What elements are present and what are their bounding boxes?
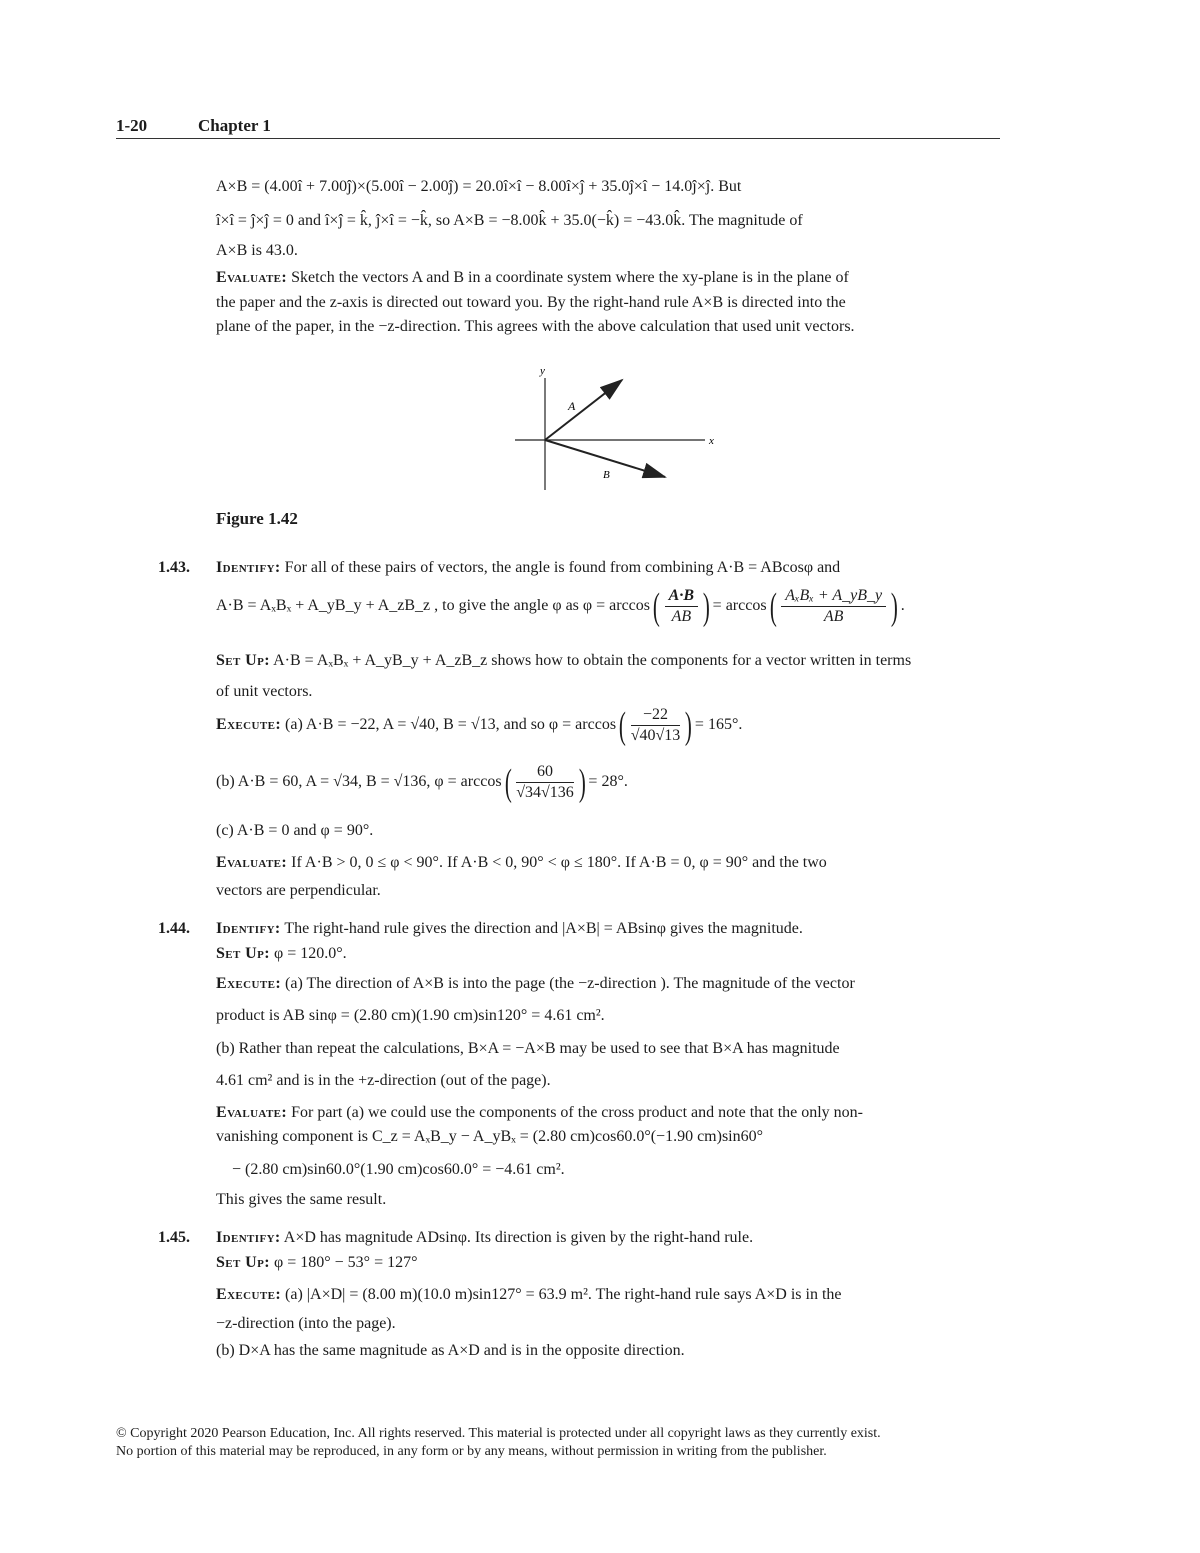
execute-a-text: (a) A·B = −22, A = √40, B = √13, and so φ = arccos (285, 716, 617, 734)
evaluate-144-line-1 (216, 1101, 996, 1124)
identify-143-line-1 (216, 556, 996, 579)
right-paren: ) (685, 704, 693, 747)
setup-text: φ = 180° − 53° = 127° (273, 1254, 418, 1271)
execute-143-a (216, 705, 996, 746)
execute-143-b (216, 762, 996, 803)
evaluate-text: For part (a) we could use the components of the cross product and note that the only non- (291, 1104, 864, 1121)
a-label: A (568, 399, 576, 413)
left-paren: ( (769, 585, 777, 628)
identify-label: Identify: (216, 920, 281, 937)
execute-text: (a) The direction of A×B is into the page (the −z-direction ). The magnitude of the vector (285, 975, 855, 992)
execute-a-result: = 165°. (694, 716, 743, 734)
evaluate-142-line-1 (216, 266, 996, 289)
identify-formula-text-2: = arccos (712, 597, 767, 615)
right-paren: ) (890, 585, 898, 628)
evaluate-144-line-4: This gives the same result. (216, 1191, 387, 1208)
identify-text: The right-hand rule gives the direction and |A×B| = ABsinφ gives the magnitude. (284, 920, 803, 937)
execute-label: Execute: (216, 716, 282, 734)
fraction-denominator: AB (671, 608, 692, 625)
fraction-numerator: AₓBₓ + A_yB_y (781, 586, 886, 607)
fraction-components (781, 586, 886, 627)
copyright-line-2: No portion of this material may be reproduced, in any form or by any means, without permission in writing from the publisher. (116, 1444, 827, 1459)
identify-144-line-1 (216, 917, 996, 940)
identify-label: Identify: (216, 559, 281, 576)
setup-label: Set Up: (216, 1254, 270, 1271)
problem-number-144: 1.44. (158, 920, 190, 937)
execute-text: (a) |A×D| = (8.00 m)(10.0 m)sin127° = 63.9 m². The right-hand rule says A×D is in the (285, 1286, 842, 1303)
problem-number-143: 1.43. (158, 559, 190, 576)
cross-product-line-1: A×B = (4.00î + 7.00ĵ)×(5.00î − 2.00ĵ) = 20.0î×î − 8.00î×ĵ + 35.0ĵ×î − 14.0ĵ×ĵ. But (216, 178, 742, 195)
page-number: 1-20 (116, 116, 148, 135)
setup-143-line-2: of unit vectors. (216, 683, 313, 700)
y-label: y (540, 365, 545, 377)
fraction-numerator: A·B (665, 586, 698, 607)
vector-figure (500, 360, 740, 495)
setup-label: Set Up: (216, 945, 270, 962)
setup-label: Set Up: (216, 652, 270, 669)
evaluate-143-line-2: vectors are perpendicular. (216, 882, 381, 899)
evaluate-text: If A·B > 0, 0 ≤ φ < 90°. If A·B < 0, 90° < φ ≤ 180°. If A·B = 0, φ = 90° and the two (291, 854, 827, 871)
evaluate-144-line-3: − (2.80 cm)sin60.0°(1.90 cm)cos60.0° = −4.61 cm². (232, 1161, 565, 1178)
execute-144-a-line-1 (216, 972, 996, 995)
fraction-b (516, 762, 574, 803)
setup-145-line-1 (216, 1251, 996, 1274)
identify-formula-end: . (900, 597, 905, 615)
identify-143-line-2 (216, 586, 996, 627)
vector-a-arrow (545, 380, 622, 440)
evaluate-143-line-1 (216, 851, 996, 874)
execute-label: Execute: (216, 975, 282, 992)
execute-144-b-line-2: 4.61 cm² and is in the +z-direction (out of the page). (216, 1072, 551, 1089)
execute-144-b-line-1: (b) Rather than repeat the calculations, B×A = −A×B may be used to see that B×A has magnitude (216, 1040, 840, 1057)
fraction-dot-product (665, 586, 698, 627)
b-label: B (603, 469, 610, 481)
fraction-numerator: −22 (631, 705, 681, 726)
identify-text: For all of these pairs of vectors, the angle is found from combining A·B = ABcosφ and (284, 559, 841, 576)
copyright-line-1: © Copyright 2020 Pearson Education, Inc. All rights reserved. This material is protected under all copyright laws as they currently exist. (116, 1426, 881, 1441)
fraction-a (631, 705, 681, 746)
evaluate-142-line-2: the paper and the z-axis is directed out toward you. By the right-hand rule A×B is directed into the (216, 294, 846, 311)
left-paren: ( (618, 704, 626, 747)
execute-b-result: = 28°. (588, 773, 628, 791)
evaluate-144-line-2: vanishing component is C_z = AₓB_y − A_yBₓ = (2.80 cm)cos60.0°(−1.90 cm)sin60° (216, 1128, 764, 1145)
figure-caption: Figure 1.42 (216, 509, 298, 528)
evaluate-142-line-3: plane of the paper, in the −z-direction. This agrees with the above calculation that used unit vectors. (216, 318, 855, 335)
execute-144-a-line-2: product is AB sinφ = (2.80 cm)(1.90 cm)sin120° = 4.61 cm². (216, 1007, 605, 1024)
chapter-title: Chapter 1 (198, 116, 271, 135)
page-header (116, 116, 1000, 139)
execute-b-text: (b) A·B = 60, A = √34, B = √136, φ = arccos (216, 773, 502, 791)
fraction-denominator: √40√13 (630, 727, 681, 744)
evaluate-label: Evaluate: (216, 854, 288, 871)
setup-text: φ = 120.0°. (273, 945, 347, 962)
fraction-denominator: √34√136 (516, 784, 574, 801)
identify-145-line-1 (216, 1226, 996, 1249)
copyright-footer (116, 1425, 1016, 1461)
execute-label: Execute: (216, 1286, 282, 1303)
left-paren: ( (504, 761, 512, 804)
fraction-numerator: 60 (516, 762, 574, 783)
execute-145-a-line-1 (216, 1283, 996, 1306)
identify-text: A×D has magnitude ADsinφ. Its direction is given by the right-hand rule. (283, 1229, 754, 1246)
identify-formula-text: A·B = AₓBₓ + A_yB_y + A_zB_z , to give the angle φ as φ = arccos (216, 597, 651, 615)
left-paren: ( (652, 585, 660, 628)
evaluate-text: Sketch the vectors A and B in a coordinate system where the xy-plane is in the plane of (291, 269, 849, 286)
fraction-denominator: AB (823, 608, 844, 625)
execute-143-c: (c) A·B = 0 and φ = 90°. (216, 822, 374, 839)
right-paren: ) (702, 585, 710, 628)
evaluate-label: Evaluate: (216, 269, 288, 286)
setup-143-line-1 (216, 649, 996, 672)
setup-text: A·B = AₓBₓ + A_yB_y + A_zB_z shows how to obtain the components for a vector written in terms (273, 652, 912, 669)
problem-number-145: 1.45. (158, 1229, 190, 1246)
execute-145-a-line-2: −z-direction (into the page). (216, 1315, 396, 1332)
evaluate-label: Evaluate: (216, 1104, 288, 1121)
execute-145-b-line-1: (b) D×A has the same magnitude as A×D and is in the opposite direction. (216, 1342, 685, 1359)
right-paren: ) (578, 761, 586, 804)
cross-product-line-2: î×î = ĵ×ĵ = 0 and î×ĵ = k̂, ĵ×î = −k̂, so A×B = −8.00k̂ + 35.0(−k̂) = −43.0k̂. The magnitude of (216, 212, 803, 229)
identify-label: Identify: (216, 1229, 281, 1246)
cross-product-line-3: A×B is 43.0. (216, 242, 298, 259)
x-label: x (709, 435, 714, 447)
setup-144-line-1 (216, 942, 996, 965)
